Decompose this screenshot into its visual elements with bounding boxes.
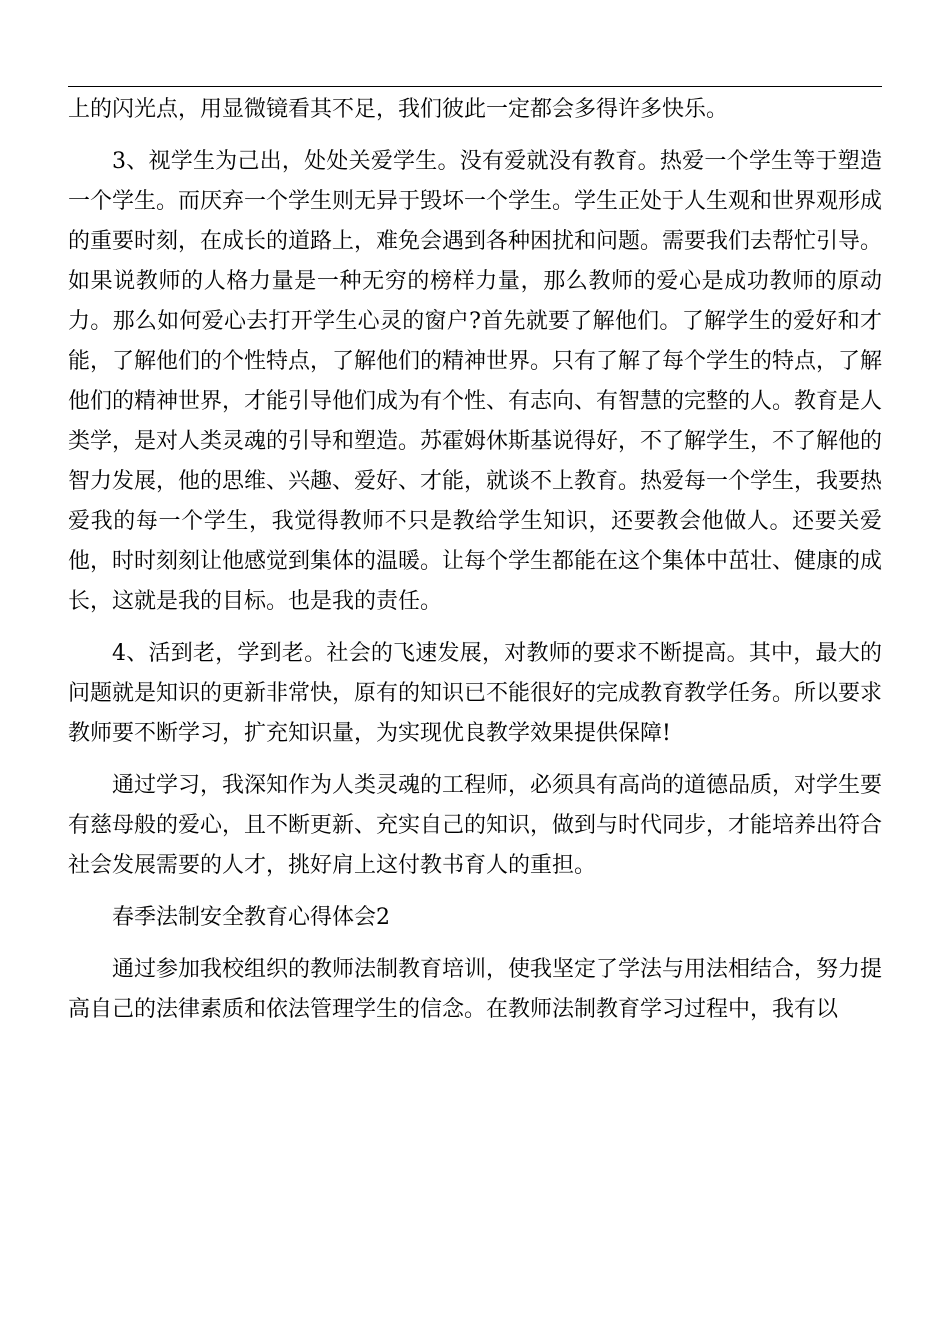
paragraph-continuation: 上的闪光点，用显微镜看其不足，我们彼此一定都会多得许多快乐。 — [68, 97, 729, 122]
document-body — [68, 90, 882, 1030]
paragraph-intro-2: 通过参加我校组织的教师法制教育培训，使我坚定了学法与用法相结合，努力提高自己的法律素质和依法管理学生的信念。在教师法制教育学习过程中，我有以 — [68, 957, 883, 1022]
paragraph-conclusion: 通过学习，我深知作为人类灵魂的工程师，必须具有高尚的道德品质，对学生要有慈母般的爱心，且不断更新、充实自己的知识，做到与时代同步，才能培养出符合社会发展需要的人才，挑好肩上这付教书育人的重担。 — [68, 773, 883, 878]
paragraph-point-4: 4、活到老，学到老。社会的飞速发展，对教师的要求不断提高。其中，最大的问题就是知识的更新非常快，原有的知识已不能很好的完成教育教学任务。所以要求教师要不断学习，扩充知识量，为实现优良教学效果提供保障! — [68, 641, 883, 746]
header-rule — [68, 86, 882, 87]
paragraph-point-3: 3、视学生为己出，处处关爱学生。没有爱就没有教育。热爱一个学生等于塑造一个学生。而厌弃一个学生则无异于毁坏一个学生。学生正处于人生观和世界观形成的重要时刻，在成长的道路上，难免会遇到各种困扰和问题。需要我们去帮忙引导。如果说教师的人格力量是一种无穷的榜样力量，那么教师的爱心是成功教师的原动力。那么如何爱心去打开学生心灵的窗户?首先就要了解他们。了解学生的爱好和才能，了解他们的个性特点，了解他们的精神世界。只有了解了每个学生的特点，了解他们的精神世界，才能引导他们成为有个性、有志向、有智慧的完整的人。教育是人类学，是对人类灵魂的引导和塑造。苏霍姆休斯基说得好，不了解学生，不了解他的智力发展，他的思维、兴趣、爱好、才能，就谈不上教育。热爱每一个学生，我要热爱我的每一个学生，我觉得教师不只是教给学生知识，还要教会他做人。还要关爱他，时时刻刻让他感觉到集体的温暖。让每个学生都能在这个集体中茁壮、健康的成长，这就是我的目标。也是我的责任。 — [68, 149, 883, 614]
section-heading: 春季法制安全教育心得体会2 — [112, 905, 390, 930]
